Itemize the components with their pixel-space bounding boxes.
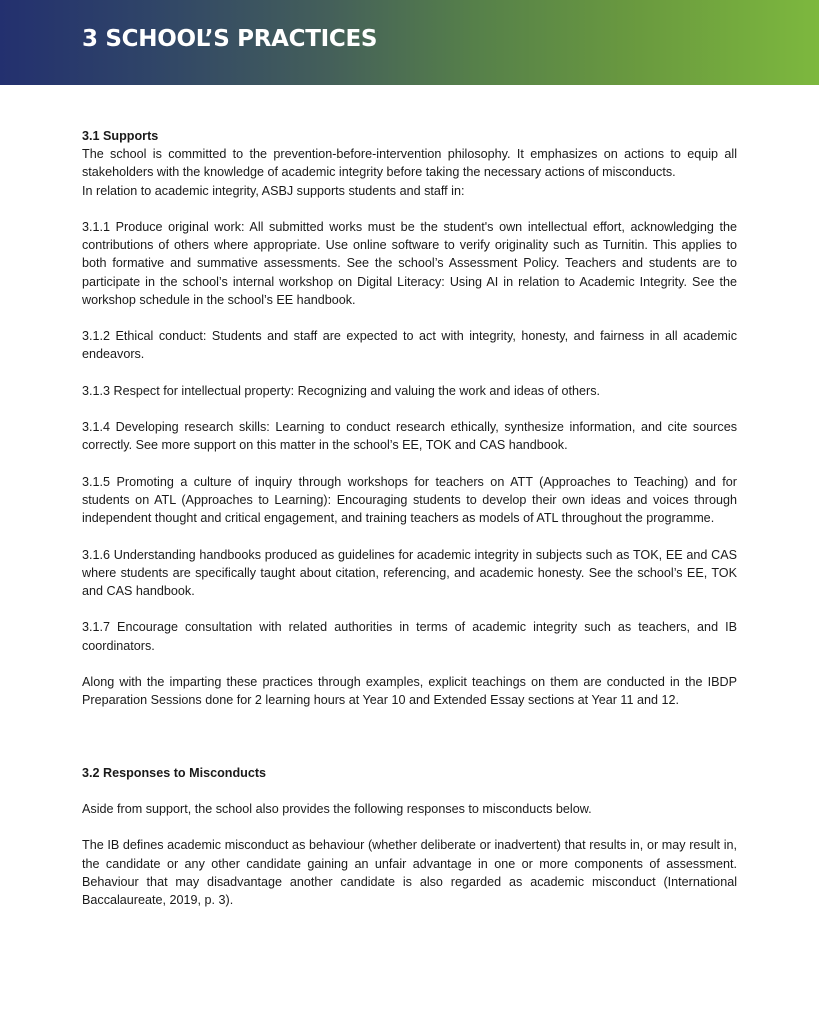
support-item-3-1-6: 3.1.6 Understanding handbooks produced as guidelines for academic integrity in subjects such as TOK, EE and CAS where students are specifically taught about citation, referencing, and academic honesty. See the school’s EE, TOK and CAS handbook.	[82, 547, 737, 598]
page-title: 3 SCHOOL’S PRACTICES	[82, 26, 378, 52]
misconduct-definition: The IB defines academic misconduct as behaviour (whether deliberate or inadvertent) that results in, or may result in, the candidate or any other candidate gaining an unfair advantage in one or more components of assessment. Behaviour that may disadvantage another candidate is also regarded as academic misconduct (International Baccalaureate, 2019, p. 3).	[82, 838, 737, 907]
support-item-3-1-1: 3.1.1 Produce original work: All submitted works must be the student's own intellectual effort, acknowledging the contributions of others where appropriate. Use online software to verify originality such as Turnitin. This applies to both formative and summative assessments. See the school’s Assessment Policy. Teachers and students are to participate in the school’s internal workshop on Digital Literacy: Using AI in relation to Academic Integrity. See the workshop schedule in the school’s EE handbook.	[82, 220, 737, 307]
supports-closing: Along with the imparting these practices through examples, explicit teachings on them are conducted in the IBDP Preparation Sessions done for 2 learning hours at Year 10 and Extended Essay sections at Year 11 and 12.	[82, 674, 737, 708]
support-item-3-1-5: 3.1.5 Promoting a culture of inquiry through workshops for teachers on ATT (Approaches to Teaching) and for students on ATL (Approaches to Learning): Encouraging students to develop their own ideas and voices through independent thought and critical engagement, and training teachers as models of ATL throughout the programme.	[82, 474, 737, 526]
section-heading-supports: 3.1 Supports	[82, 129, 159, 143]
section-heading-responses: 3.2 Responses to Misconducts	[82, 765, 267, 780]
responses-intro: Aside from support, the school also provides the following responses to misconducts below.	[82, 801, 592, 816]
support-item-3-1-3: 3.1.3 Respect for intellectual property: Recognizing and valuing the work and ideas of others.	[82, 383, 601, 398]
section-header-banner	[0, 0, 819, 85]
supports-intro-2: In relation to academic integrity, ASBJ supports students and staff in:	[82, 183, 465, 198]
support-item-3-1-7: 3.1.7 Encourage consultation with related authorities in terms of academic integrity such as teachers, and IB coordinators.	[82, 620, 737, 653]
supports-intro: The school is committed to the prevention-before-intervention philosophy. It emphasizes on actions to equip all stakeholders with the knowledge of academic integrity before taking the necessary actions of misconducts.	[82, 147, 737, 180]
document-body	[82, 127, 737, 909]
support-item-3-1-4: 3.1.4 Developing research skills: Learning to conduct research ethically, synthesize information, and cite sources correctly. See more support on this matter in the school’s EE, TOK and CAS handbook.	[82, 420, 737, 453]
support-item-3-1-2: 3.1.2 Ethical conduct: Students and staff are expected to act with integrity, honesty, and fairness in all academic endeavors.	[82, 329, 737, 362]
